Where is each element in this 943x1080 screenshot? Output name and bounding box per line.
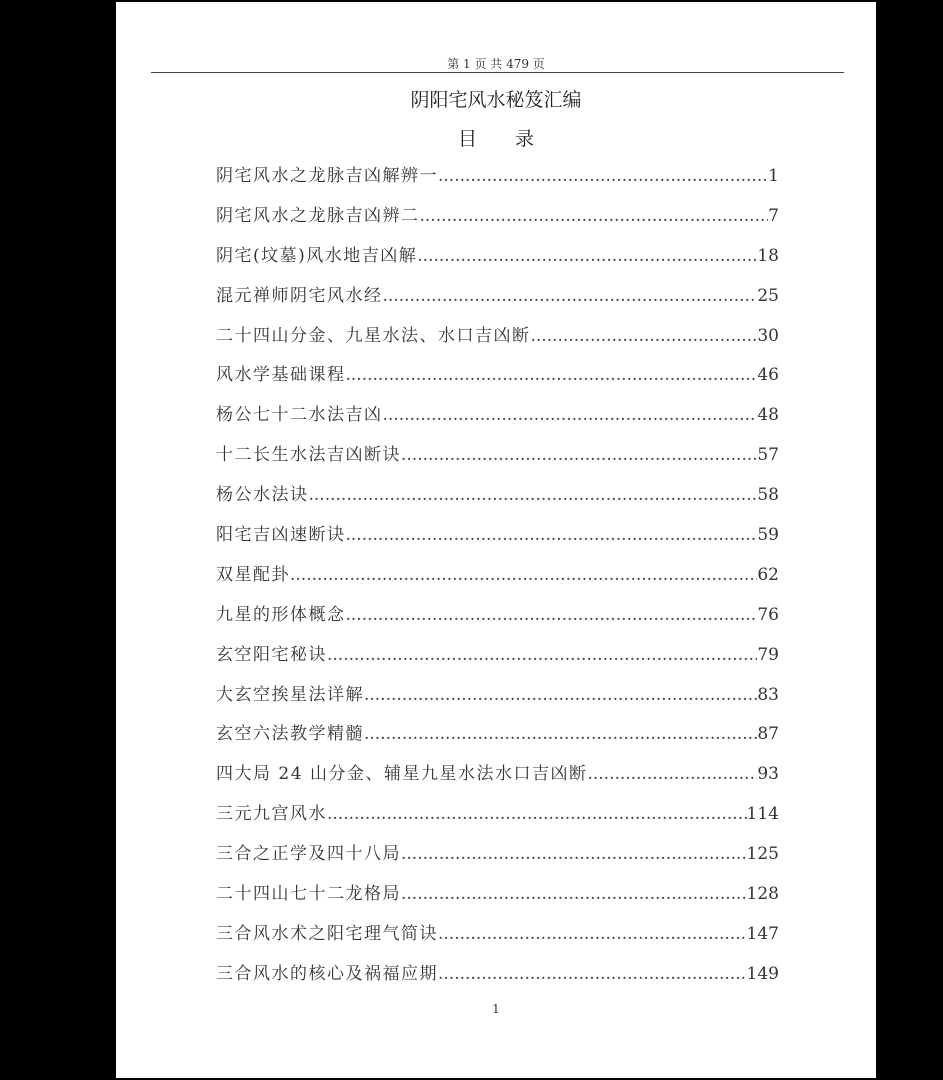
- toc-entry[interactable]: [216, 676, 779, 716]
- dot-leader: [587, 755, 757, 795]
- toc-entry[interactable]: [216, 356, 779, 396]
- toc-entry-title: 二十四山分金、九星水法、水口吉凶断: [216, 325, 531, 346]
- toc-entry[interactable]: [216, 915, 779, 955]
- toc-entry-page: 125: [746, 844, 779, 865]
- toc-entry-title: 玄空六法教学精髓: [216, 724, 364, 745]
- dot-leader: [327, 795, 747, 835]
- toc-entry-page: 83: [757, 684, 779, 705]
- toc-entry[interactable]: [216, 556, 779, 596]
- dot-leader: [346, 596, 758, 636]
- toc-entry-page: 147: [746, 923, 779, 944]
- toc-entry-page: 1: [768, 166, 779, 186]
- toc-entry-page: 59: [757, 525, 779, 546]
- dot-leader: [290, 556, 757, 596]
- toc-entry[interactable]: [216, 277, 779, 317]
- toc-entry[interactable]: [216, 636, 779, 676]
- dot-leader: [346, 516, 758, 556]
- dot-leader: [401, 875, 747, 915]
- dot-leader: [364, 676, 757, 716]
- toc-entry[interactable]: [216, 955, 779, 995]
- toc-entry[interactable]: [216, 436, 779, 476]
- toc-entry-page: 18: [757, 245, 779, 266]
- toc-entry-title: 三合之正学及四十八局: [216, 844, 401, 865]
- dot-leader: [438, 955, 747, 995]
- toc-entry-page: 87: [757, 724, 779, 745]
- toc-entry-page: 58: [757, 485, 779, 506]
- toc-entry-title: 阴宅风水之龙脉吉凶辨二: [216, 205, 420, 226]
- dot-leader: [417, 237, 757, 277]
- toc-entry-title: 二十四山七十二龙格局: [216, 884, 401, 905]
- toc-entry-page: 46: [757, 365, 779, 386]
- dot-leader: [531, 317, 758, 357]
- toc-entry-title: 阴宅(坟墓)风水地吉凶解: [216, 245, 418, 266]
- toc-entry[interactable]: [216, 396, 779, 436]
- dot-leader: [438, 915, 747, 955]
- toc-entry-page: 48: [757, 405, 779, 426]
- dot-leader: [383, 277, 758, 317]
- toc-entry-page: 62: [757, 564, 779, 585]
- toc-heading: 目 录: [457, 128, 534, 150]
- toc-entry[interactable]: [216, 516, 779, 556]
- header-divider: [151, 72, 844, 73]
- toc-entry[interactable]: [216, 317, 779, 357]
- toc-entry-title: 风水学基础课程: [216, 365, 346, 386]
- toc-entry-page: 76: [757, 604, 779, 625]
- toc-entry-title: 杨公水法诀: [216, 485, 309, 506]
- toc-entry-title: 三元九宫风水: [216, 804, 327, 825]
- toc-entry-title: 四大局 24 山分金、辅星九星水法水口吉凶断: [216, 764, 588, 785]
- toc-entry[interactable]: [216, 476, 779, 516]
- toc-entry-title: 九星的形体概念: [216, 604, 346, 625]
- toc-entry[interactable]: [216, 237, 779, 277]
- document-page: [116, 2, 876, 1078]
- toc-entry[interactable]: [216, 157, 779, 197]
- toc-entry[interactable]: [216, 197, 779, 237]
- toc-entry-page: 30: [757, 325, 779, 346]
- dot-leader: [420, 197, 769, 237]
- toc-entry-page: 128: [746, 884, 779, 905]
- toc-entry-page: 57: [757, 445, 779, 466]
- document-title: 阴阳宅风水秘笈汇编: [410, 89, 582, 111]
- toc-entry-title: 三合风水的核心及祸福应期: [216, 963, 438, 984]
- toc-entry-page: 149: [746, 963, 779, 984]
- table-of-contents: [216, 157, 779, 995]
- toc-entry-title: 三合风水术之阳宅理气简诀: [216, 923, 438, 944]
- dot-leader: [401, 835, 747, 875]
- toc-entry[interactable]: [216, 755, 779, 795]
- toc-entry[interactable]: [216, 875, 779, 915]
- toc-entry-page: 25: [757, 285, 779, 306]
- dot-leader: [327, 636, 757, 676]
- page-indicator: 第 1 页 共 479 页: [447, 57, 545, 71]
- dot-leader: [309, 476, 758, 516]
- dot-leader: [383, 396, 758, 436]
- toc-entry-page: 114: [746, 804, 779, 825]
- toc-entry-page: 79: [757, 644, 779, 665]
- dot-leader: [401, 436, 757, 476]
- toc-entry-page: 93: [757, 764, 779, 785]
- dot-leader: [438, 157, 768, 197]
- toc-entry-title: 阴宅风水之龙脉吉凶解辨一: [216, 166, 438, 186]
- toc-entry[interactable]: [216, 596, 779, 636]
- page-number: 1: [492, 1002, 500, 1016]
- toc-entry-title: 杨公七十二水法吉凶: [216, 405, 383, 426]
- toc-entry-title: 大玄空挨星法详解: [216, 684, 364, 705]
- dot-leader: [364, 715, 757, 755]
- dot-leader: [346, 356, 758, 396]
- toc-entry[interactable]: [216, 835, 779, 875]
- toc-entry[interactable]: [216, 795, 779, 835]
- toc-entry-title: 阳宅吉凶速断诀: [216, 525, 346, 546]
- toc-entry-title: 十二长生水法吉凶断诀: [216, 445, 401, 466]
- toc-entry-page: 7: [768, 205, 779, 226]
- toc-entry-title: 玄空阳宅秘诀: [216, 644, 327, 665]
- toc-entry[interactable]: [216, 715, 779, 755]
- toc-entry-title: 双星配卦: [216, 564, 290, 585]
- toc-entry-title: 混元禅师阴宅风水经: [216, 285, 383, 306]
